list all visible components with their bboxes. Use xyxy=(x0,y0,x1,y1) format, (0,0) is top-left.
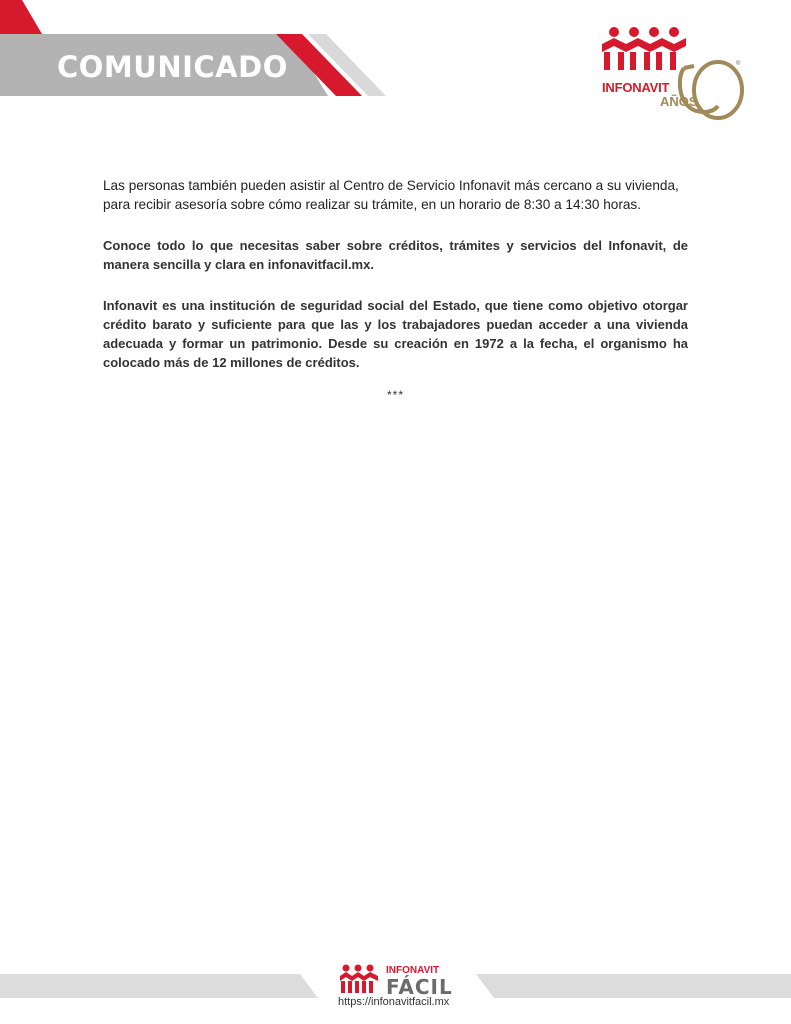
paragraph-service-center: Las personas también pueden asistir al Centro de Servicio Infonavit más cercano a su vivienda, para recibir asesoría sobre cómo realizar su trámite, en un horario de 8:30 a 14:30 horas. xyxy=(103,178,679,212)
footer-brand-text: INFONAVIT xyxy=(386,965,440,976)
document-body xyxy=(103,176,688,402)
header-band xyxy=(0,0,791,110)
paragraph-about-infonavit: Infonavit es una institución de seguridad social del Estado, que tiene como objetivo otorgar crédito barato y suficiente para que las y los trabajadores puedan acceder a una vivienda adecuada y formar un patrimonio. Desde su creación en 1972 a la fecha, el organismo ha colocado más de 12 millones de créditos. xyxy=(103,298,688,370)
footer-facil-text: FÁCIL xyxy=(386,975,453,999)
infonavit-facil-logo xyxy=(338,962,458,1012)
infonavit-figures-icon xyxy=(596,24,756,124)
registered-mark: ® xyxy=(736,61,741,67)
logo-years-text: AÑOS xyxy=(660,94,698,109)
footer-url-link[interactable]: https://infonavitfacil.mx xyxy=(338,996,450,1008)
separator-stars: *** xyxy=(386,388,404,402)
page-title: COMUNICADO xyxy=(57,50,288,84)
infonavit-50-logo xyxy=(596,24,756,124)
logo-brand-text: INFONAVIT xyxy=(602,80,670,95)
infonavit-figures-icon xyxy=(338,962,384,996)
footer xyxy=(0,960,791,1024)
paragraph-infonavitfacil: Conoce todo lo que necesitas saber sobre créditos, trámites y servicios del Infonavit, de manera sencilla y clara en infonavitfacil.mx. xyxy=(103,238,688,272)
